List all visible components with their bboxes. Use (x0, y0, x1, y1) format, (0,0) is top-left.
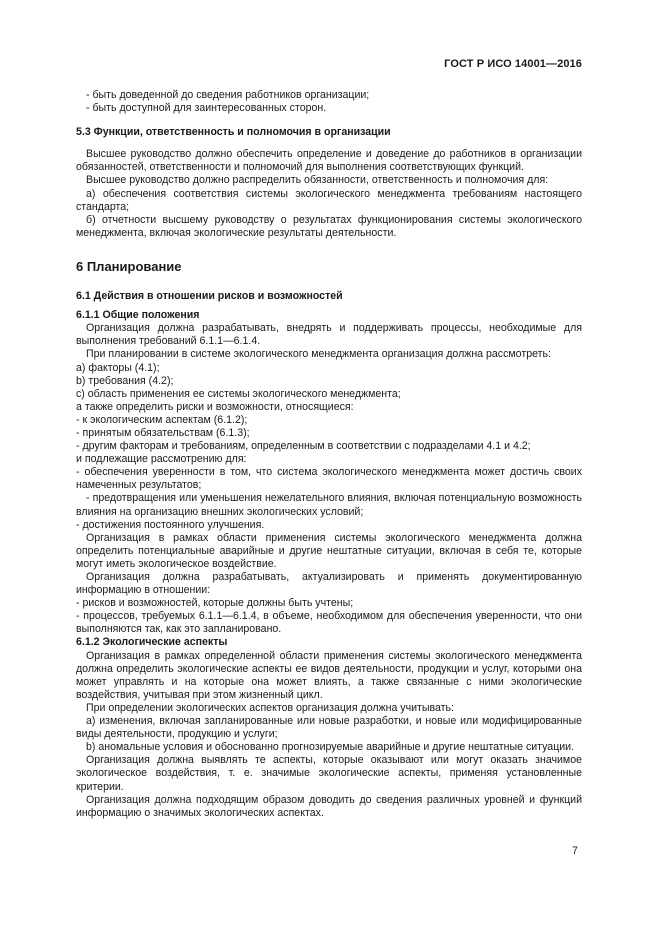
list-item: b) аномальные условия и обоснованно прогнозируемые аварийные и другие нештатные ситуации. (86, 741, 575, 754)
paragraph: и подлежащие рассмотрению для: (76, 453, 247, 466)
bullet-item: - быть доведенной до сведения работников организации; (86, 89, 370, 101)
paragraph: Организация должна разрабатывать, актуализировать и применять документированную информацию в отношении: (76, 571, 582, 597)
bullet-item: - другим факторам и требованиям, определенным в соответствии с подразделами 4.1 и 4.2; (76, 440, 531, 453)
bullet-item: - принятым обязательствам (6.1.3); (76, 426, 250, 439)
list-item: б) отчетности высшему руководству о результатах функционирования системы экологического менеджмента, включая экологические результаты деятельности. (76, 213, 582, 239)
paragraph: Организация в рамках определенной области применения системы экологического менеджмента должна определить экологические аспекты ее видов деятельности, продукции и услуг, которыми она может управлять и на которые она может влиять, а также связанные с ними экологические воздействия, учитывая при этом жизненный цикл. (76, 649, 582, 701)
bullet-item: - рисков и возможностей, которые должны быть учтены; (76, 597, 354, 610)
bullet-item: - достижения постоянного улучшения. (76, 518, 265, 531)
paragraph: Организация должна подходящим образом доводить до сведения различных уровней и функций информацию о значимых экологических аспектах. (76, 793, 582, 819)
bullet-item: - обеспечения уверенности в том, что система экологического менеджмента может достичь своих намеченных результатов; (76, 466, 582, 492)
section-heading-6: 6 Планирование (76, 258, 182, 274)
paragraph: Организация в рамках области применения системы экологического менеджмента должна определить потенциальные аварийные и другие нештатные ситуации, включая в себя те, которые могут иметь экологическое воздействие. (76, 531, 582, 570)
bullet-item: - быть доступной для заинтересованных сторон. (86, 102, 327, 115)
bullet-item: - процессов, требуемых 6.1.1—6.1.4, в объеме, необходимом для обеспечения уверенности, что они выполняются так, как это запланировано. (76, 610, 582, 636)
paragraph: Организация должна выявлять те аспекты, которые оказывают или могут оказать значимое экологическое воздействия, т. е. значимые экологические аспекты, применяя установленные критерии. (76, 754, 582, 793)
paragraph: Высшее руководство должно обеспечить определение и доведение до работников в организации обязанностей, ответственности и полномочий для выполнения соответствующих функций. (76, 148, 582, 174)
paragraph: Организация должна разрабатывать, внедрять и поддерживать процессы, необходимые для выполнения требований 6.1.1—6.1.4. (76, 322, 582, 348)
section-heading-5-3: 5.3 Функции, ответственность и полномочия в организации (76, 126, 391, 139)
list-item: а) обеспечения соответствия системы экологического менеджмента требованиям настоящего стандарта; (76, 187, 582, 213)
list-item: b) требования (4.2); (76, 374, 174, 387)
document-code-header: ГОСТ Р ИСО 14001—2016 (444, 58, 582, 70)
paragraph: При планировании в системе экологического менеджмента организация должна рассмотреть: (86, 348, 551, 361)
paragraph: Высшее руководство должно распределить обязанности, ответственность и полномочия для: (86, 174, 549, 187)
bullet-item: - к экологическим аспектам (6.1.2); (76, 413, 248, 426)
list-item: а) изменения, включая запланированные или новые разработки, и новые или модифицированные виды деятельности, продукцию и услуги; (76, 715, 582, 741)
list-item: с) область применения ее системы экологического менеджмента; (76, 387, 401, 400)
page-number: 7 (572, 845, 578, 857)
section-heading-6-1-1: 6.1.1 Общие положения (76, 309, 200, 322)
section-heading-6-1: 6.1 Действия в отношении рисков и возможностей (76, 290, 343, 303)
section-heading-6-1-2: 6.1.2 Экологические аспекты (76, 636, 228, 649)
paragraph: а также определить риски и возможности, относящиеся: (76, 400, 354, 413)
document-body (76, 89, 582, 820)
paragraph: При определении экологических аспектов организация должна учитывать: (86, 701, 454, 714)
list-item: а) факторы (4.1); (76, 361, 160, 374)
bullet-item: - предотвращения или уменьшения нежелательного влияния, включая потенциальную возможность влияния на организацию внешних экологических условий; (76, 492, 582, 518)
